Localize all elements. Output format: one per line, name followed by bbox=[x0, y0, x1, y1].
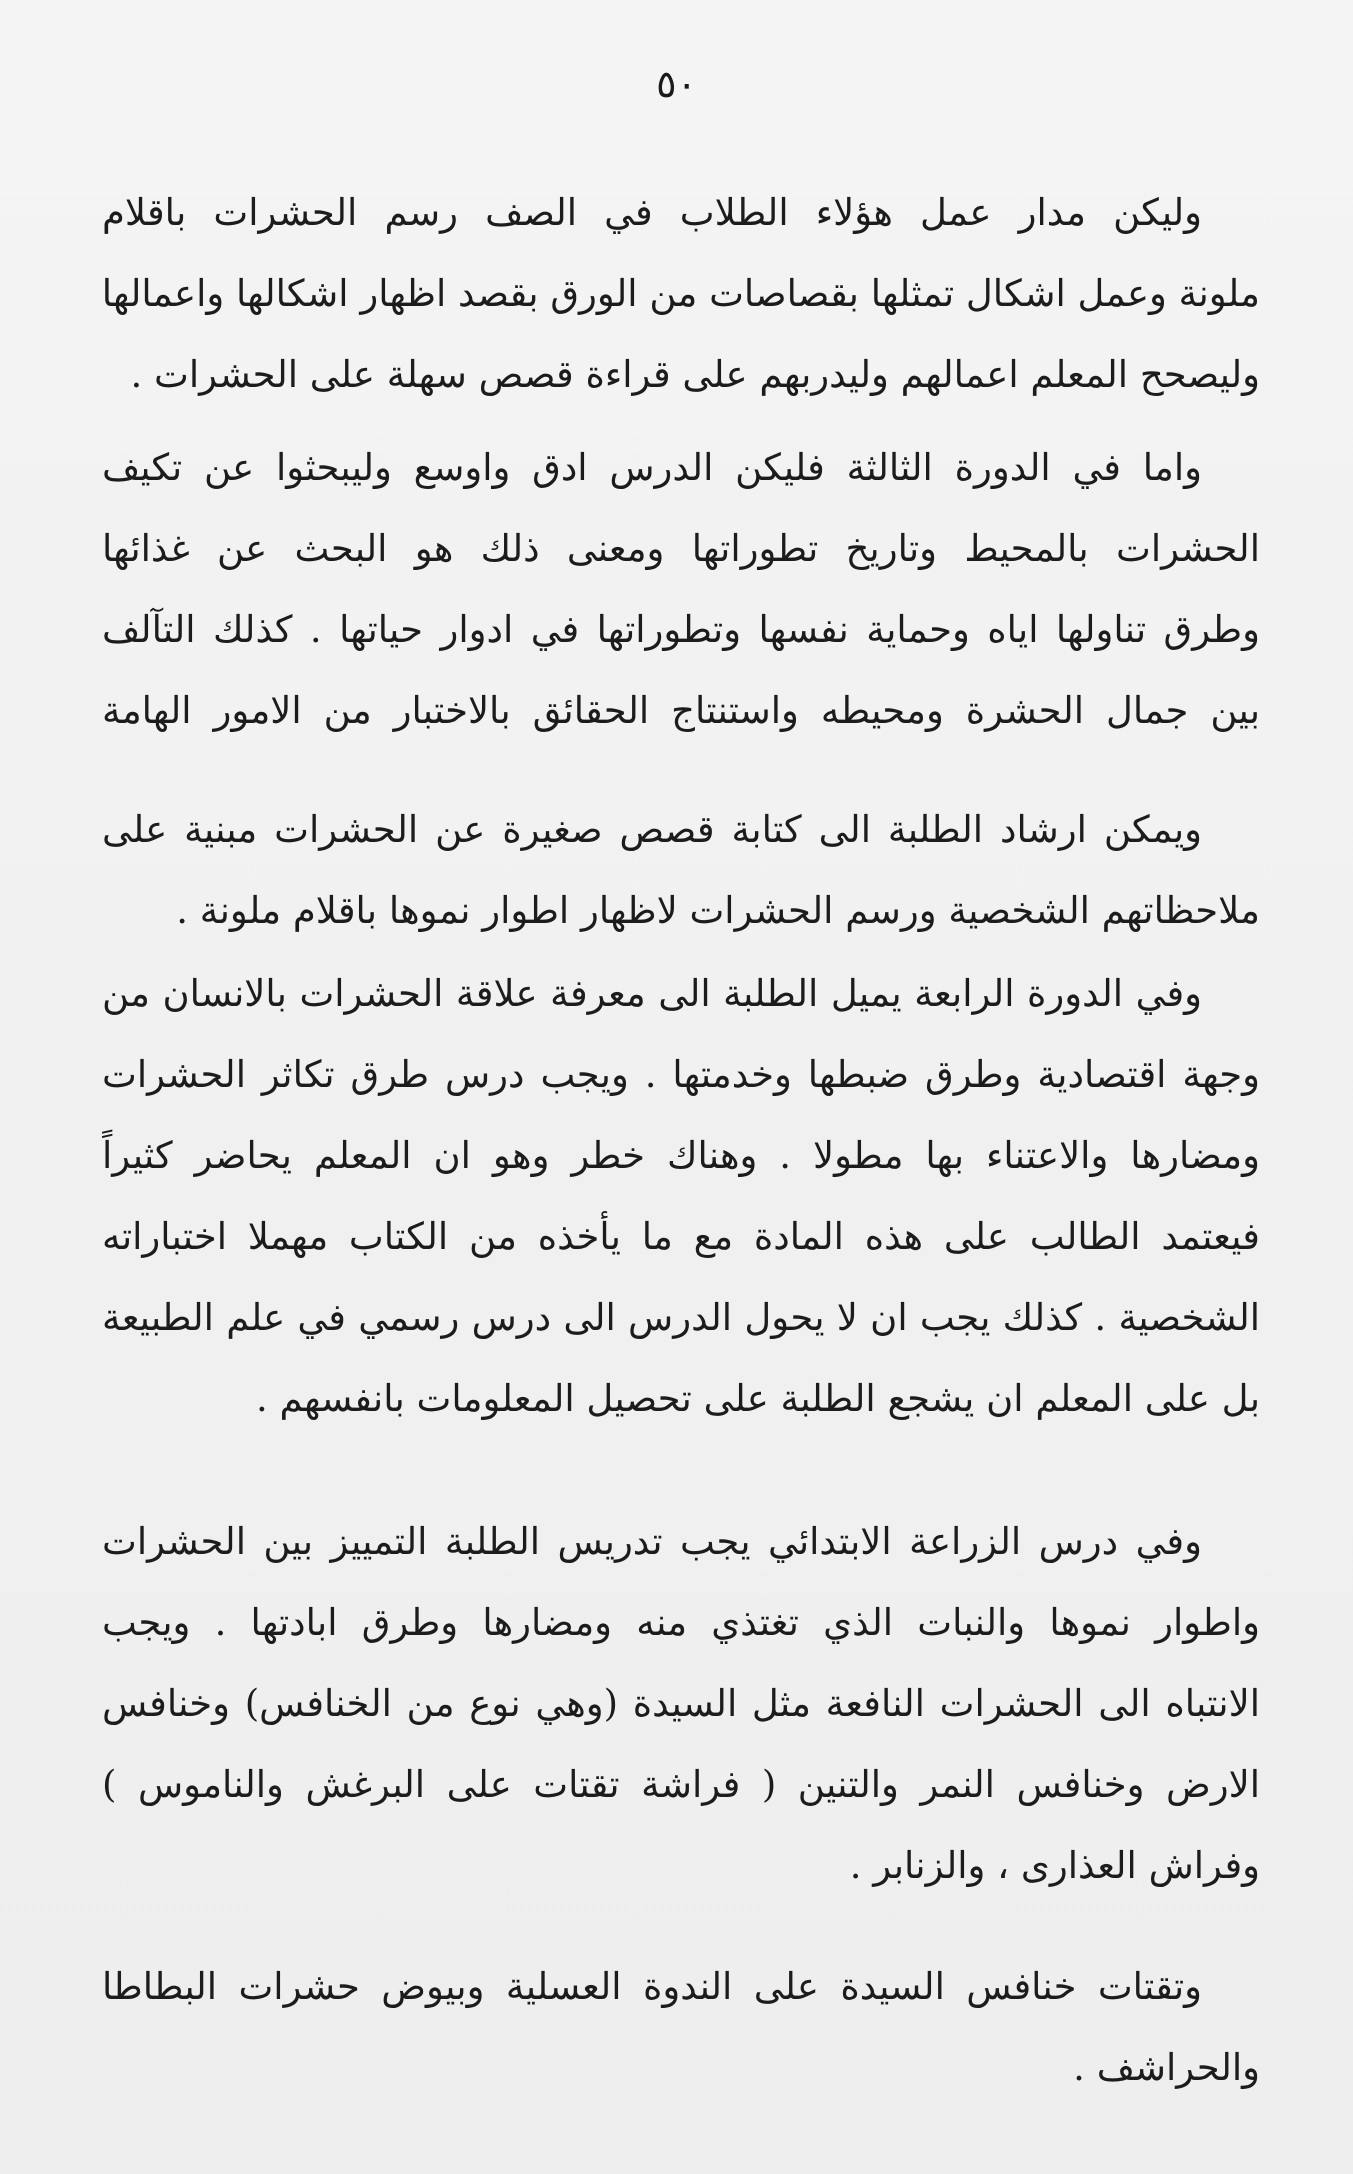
text-line: وفراش العذارى ، والزنابر . bbox=[849, 1844, 1260, 1887]
text-line: وليصحح المعلم اعمالهم وليدربهم على قراءة قصص سهلة على الحشرات . bbox=[130, 353, 1260, 396]
text-line: وفي درس الزراعة الابتدائي يجب تدريس الطلبة التمييز بين الحشرات bbox=[102, 1520, 1202, 1563]
text-line: وفي الدورة الرابعة يميل الطلبة الى معرفة علاقة الحشرات بالانسان من bbox=[102, 972, 1202, 1015]
text-line: واما في الدورة الثالثة فليكن الدرس ادق واوسع وليبحثوا عن تكيف bbox=[102, 446, 1202, 489]
text-line: والحراشف . bbox=[1073, 2046, 1260, 2089]
text-line: بل على المعلم ان يشجع الطلبة على تحصيل المعلومات بانفسهم . bbox=[256, 1377, 1260, 1420]
text-line: الارض وخنافس النمر والتنين ( فراشة تقتات على البرغش والناموس ) bbox=[102, 1763, 1260, 1806]
text-line: وتقتات خنافس السيدة على الندوة العسلية وبيوض حشرات البطاطا bbox=[102, 1965, 1202, 2008]
paragraph-1 bbox=[102, 172, 1260, 415]
text-line: وطرق تناولها اياه وحماية نفسها وتطوراتها في ادوار حياتها . كذلك التآلف bbox=[102, 608, 1260, 651]
text-line: ومضارها والاعتناء بها مطولا . وهناك خطر وهو ان المعلم يحاضر كثيراً bbox=[102, 1134, 1260, 1177]
paragraph-4 bbox=[102, 953, 1260, 1439]
text-line: ملونة وعمل اشكال تمثلها بقصاصات من الورق بقصد اظهار اشكالها واعمالها bbox=[102, 272, 1260, 315]
text-line: ويمكن ارشاد الطلبة الى كتابة قصص صغيرة عن الحشرات مبنية على bbox=[102, 808, 1202, 851]
text-line: بين جمال الحشرة ومحيطه واستنتاج الحقائق بالاختبار من الامور الهامة bbox=[102, 689, 1260, 732]
text-line: وجهة اقتصادية وطرق ضبطها وخدمتها . ويجب درس طرق تكاثر الحشرات bbox=[102, 1053, 1260, 1096]
page-number: ٥٠ bbox=[656, 62, 697, 106]
text-line: الانتباه الى الحشرات النافعة مثل السيدة (وهي نوع من الخنافس) وخنافس bbox=[102, 1682, 1260, 1725]
paragraph-3 bbox=[102, 789, 1260, 951]
text-line: الحشرات بالمحيط وتاريخ تطوراتها ومعنى ذلك هو البحث عن غذائها bbox=[102, 527, 1260, 570]
text-line: وليكن مدار عمل هؤلاء الطلاب في الصف رسم الحشرات باقلام bbox=[102, 191, 1202, 234]
text-line: الشخصية . كذلك يجب ان لا يحول الدرس الى درس رسمي في علم الطبيعة bbox=[102, 1296, 1260, 1339]
paragraph-5 bbox=[102, 1501, 1260, 1906]
text-line: ملاحظاتهم الشخصية ورسم الحشرات لاظهار اطوار نموها باقلام ملونة . bbox=[176, 889, 1260, 932]
text-line: واطوار نموها والنبات الذي تغتذي منه ومضارها وطرق ابادتها . ويجب bbox=[102, 1601, 1260, 1644]
paragraph-2 bbox=[102, 427, 1260, 751]
paragraph-6 bbox=[102, 1946, 1260, 2108]
text-line: فيعتمد الطالب على هذه المادة مع ما يأخذه من الكتاب مهملا اختباراته bbox=[102, 1215, 1260, 1258]
